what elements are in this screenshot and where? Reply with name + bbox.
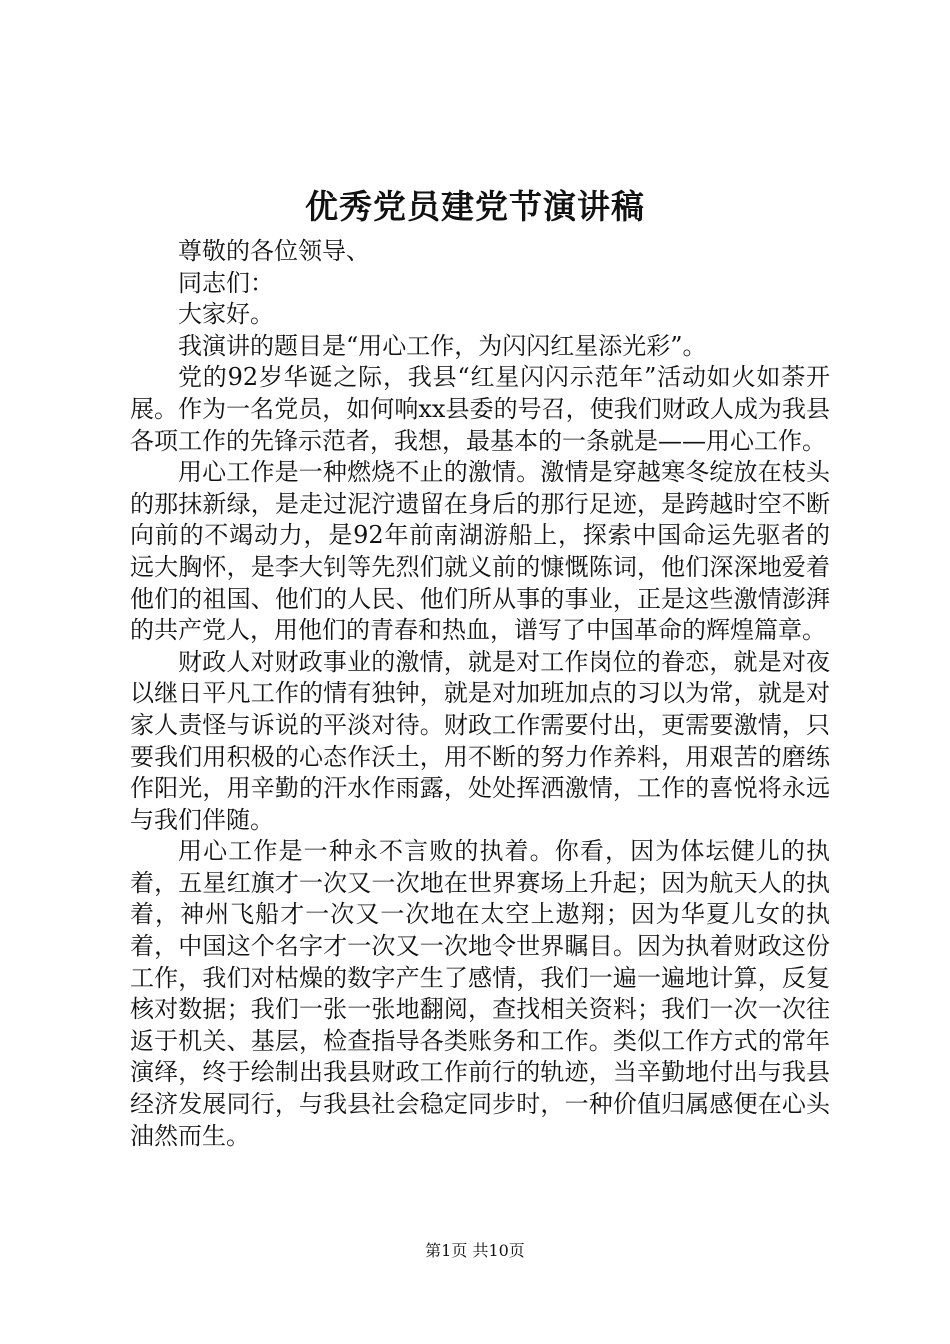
body-paragraph: 党的92岁华诞之际，我县“红星闪闪示范年”活动如火如荼开展。作为一名党员，如何响xx县委的号召，使我们财政人成为我县各项工作的先锋示范者，我想，最基本的一条就是——用心工作。 (130, 363, 830, 455)
body-paragraph: 财政人对财政事业的激情，就是对工作岗位的眷恋，就是对夜以继日平凡工作的情有独钟，就是对加班加点的习以为常，就是对家人责怪与诉说的平淡对待。财政工作需要付出，更需要激情，只要我们用积极的心态作沃土，用不断的努力作养料，用艰苦的磨练作阳光，用辛勤的汗水作雨露，处处挥洒激情，工作的喜悦将永远与我们伴随。 (130, 647, 830, 834)
document-body (130, 236, 830, 1152)
body-paragraph: 用心工作是一种永不言败的执着。你看，因为体坛健儿的执着，五星红旗才一次又一次地在世界赛场上升起；因为航天人的执着，神州飞船才一次又一次地在太空上遨翔；因为华夏儿女的执着，中国这个名字才一次又一次地令世界瞩目。因为执着财政这份工作，我们对枯燥的数字产生了感情，我们一遍一遍地计算，反复核对数据；我们一张一张地翻阅，查找相关资料；我们一次一次往返于机关、基层，检查指导各类账务和工作。类似工作方式的常年演绎，终于绘制出我县财政工作前行的轨迹，当辛勤地付出与我县经济发展同行，与我县社会稳定同步时，一种价值归属感便在心头油然而生。 (130, 837, 830, 1150)
greeting-line-comrades: 同志们： (178, 268, 274, 297)
page-number-footer: 第1页 共10页 (425, 1241, 525, 1260)
document-title: 优秀党员建党节演讲稿 (305, 187, 645, 226)
greeting-line-leaders: 尊敬的各位领导、 (178, 237, 370, 265)
speech-topic-paragraph: 我演讲的题目是“用心工作，为闪闪红星添光彩”。 (178, 331, 707, 360)
greeting-line-everyone: 大家好。 (178, 300, 274, 329)
body-paragraph: 用心工作是一种燃烧不止的激情。激情是穿越寒冬绽放在枝头的那抹新绿，是走过泥泞遗留在身后的那行足迹，是跨越时空不断向前的不竭动力，是92年前南湖游船上，探索中国命运先驱者的远大胸怀，是李大钊等先烈们就义前的慷慨陈词，他们深深地爱着他们的祖国、他们的人民、他们所从事的事业，正是这些激情澎湃的共产党人，用他们的青春和热血，谱写了中国革命的辉煌篇章。 (130, 458, 830, 645)
